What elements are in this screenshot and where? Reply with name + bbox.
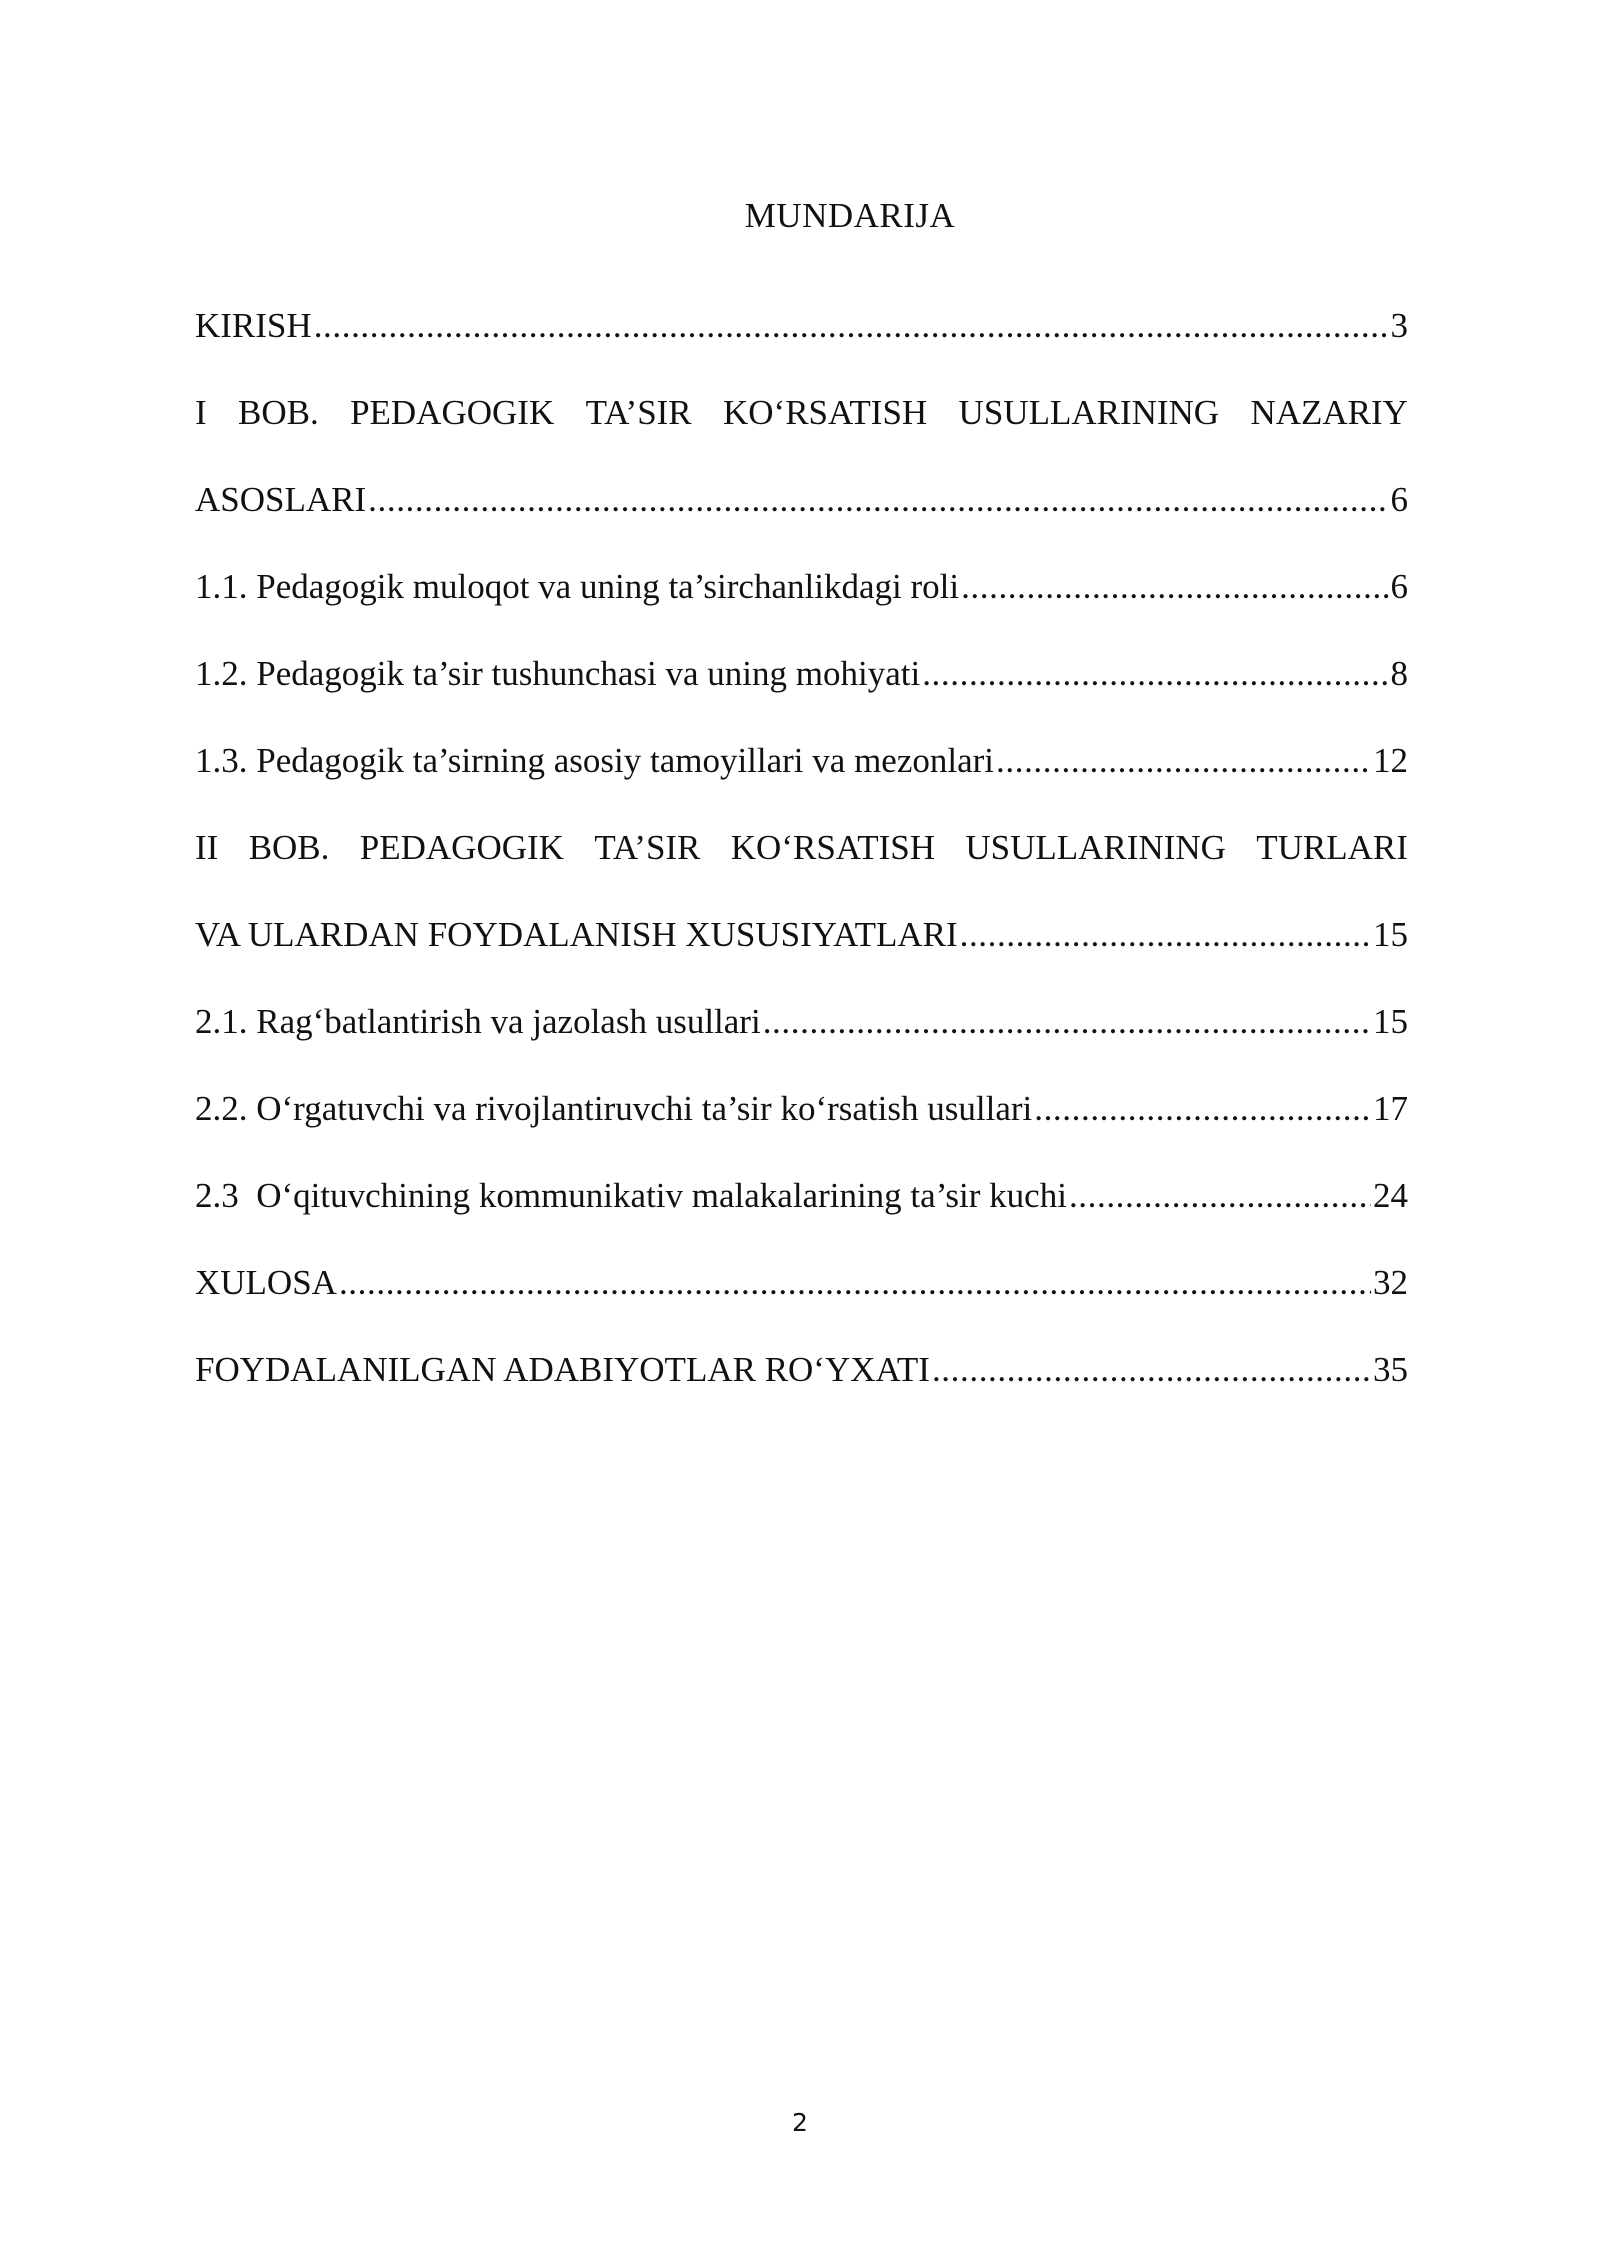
toc-entry-2-2[interactable] (195, 1065, 1408, 1152)
toc-entry-2-3[interactable] (195, 1152, 1408, 1239)
toc-entry-text: 2.2. O‘rgatuvchi va rivojlantiruvchi ta’sir ko‘rsatish usullari (195, 1088, 1033, 1128)
toc-word: KO‘RSATISH (723, 392, 928, 432)
toc-word: PEDAGOGIK (350, 392, 555, 432)
toc-word: NAZARIY (1250, 392, 1408, 432)
toc-entry-page: 6 (1390, 566, 1408, 606)
toc-entry-text: 2.3 O‘qituvchining kommunikativ malakalarining ta’sir kuchi (195, 1175, 1067, 1215)
toc-entry-kirish[interactable] (195, 282, 1408, 369)
toc-leader-dots (339, 1263, 1371, 1303)
toc-entry-1-3[interactable] (195, 717, 1408, 804)
toc-entry-text: 2.1. Rag‘batlantirish va jazolash usullari (195, 1001, 761, 1041)
toc-entry-1-1[interactable] (195, 543, 1408, 630)
toc-entry-chapter-1-title[interactable] (195, 369, 1408, 456)
toc-word: USULLARINING (965, 827, 1226, 867)
toc-leader-dots (314, 306, 1389, 346)
toc-word: BOB. (238, 392, 319, 432)
toc-entry-adabiyotlar[interactable] (195, 1326, 1408, 1413)
toc-leader-dots (996, 741, 1371, 781)
toc-leader-dots (1069, 1176, 1371, 1216)
toc-leader-dots (922, 654, 1388, 694)
toc-entry-page: 17 (1373, 1088, 1408, 1128)
toc-leader-dots (368, 480, 1388, 520)
page-number: 2 (792, 2108, 808, 2137)
toc-word: TA’SIR (585, 392, 692, 432)
toc-entry-chapter-2-title[interactable] (195, 804, 1408, 891)
toc-leader-dots (1034, 1089, 1371, 1129)
toc-word: PEDAGOGIK (359, 827, 564, 867)
toc-word: USULLARINING (958, 392, 1220, 432)
toc-entry-2-1[interactable] (195, 978, 1408, 1065)
toc-entry-page: 15 (1373, 914, 1408, 954)
toc-leader-dots (960, 915, 1371, 955)
toc-entry-text: XULOSA (195, 1262, 337, 1302)
toc-word: I (195, 392, 207, 432)
toc-word: TA’SIR (594, 827, 701, 867)
toc-entry-page: 6 (1390, 479, 1408, 519)
toc-word: II (195, 827, 219, 867)
toc-entry-page: 32 (1373, 1262, 1408, 1302)
toc-entry-xulosa[interactable] (195, 1239, 1408, 1326)
toc-entry-page: 3 (1390, 305, 1408, 345)
toc-entry-text: FOYDALANILGAN ADABIYOTLAR RO‘YXATI (195, 1349, 930, 1389)
toc-entry-text: 1.1. Pedagogik muloqot va uning ta’sirchanlikdagi roli (195, 566, 960, 606)
toc-entry-chapter-2[interactable] (195, 891, 1408, 978)
toc-leader-dots (932, 1350, 1371, 1390)
toc-word: KO‘RSATISH (730, 827, 935, 867)
toc-entry-chapter-1[interactable] (195, 456, 1408, 543)
table-of-contents (195, 282, 1408, 1413)
toc-entry-text: ASOSLARI (195, 479, 367, 519)
toc-entry-page: 15 (1373, 1001, 1408, 1041)
toc-entry-text: KIRISH (195, 305, 312, 345)
toc-heading: MUNDARIJA (744, 196, 956, 235)
toc-entry-page: 24 (1373, 1175, 1408, 1215)
toc-entry-1-2[interactable] (195, 630, 1408, 717)
toc-word: TURLARI (1256, 827, 1408, 867)
toc-word: BOB. (248, 827, 330, 867)
toc-entry-text: 1.2. Pedagogik ta’sir tushunchasi va uning mohiyati (195, 653, 921, 693)
toc-entry-page: 35 (1373, 1349, 1408, 1389)
toc-entry-page: 12 (1373, 740, 1408, 780)
toc-leader-dots (763, 1002, 1371, 1042)
toc-entry-text: 1.3. Pedagogik ta’sirning asosiy tamoyillari va mezonlari (195, 740, 995, 780)
toc-leader-dots (961, 567, 1388, 607)
toc-entry-text: VA ULARDAN FOYDALANISH XUSUSIYATLARI (195, 914, 958, 954)
toc-entry-page: 8 (1390, 653, 1408, 693)
